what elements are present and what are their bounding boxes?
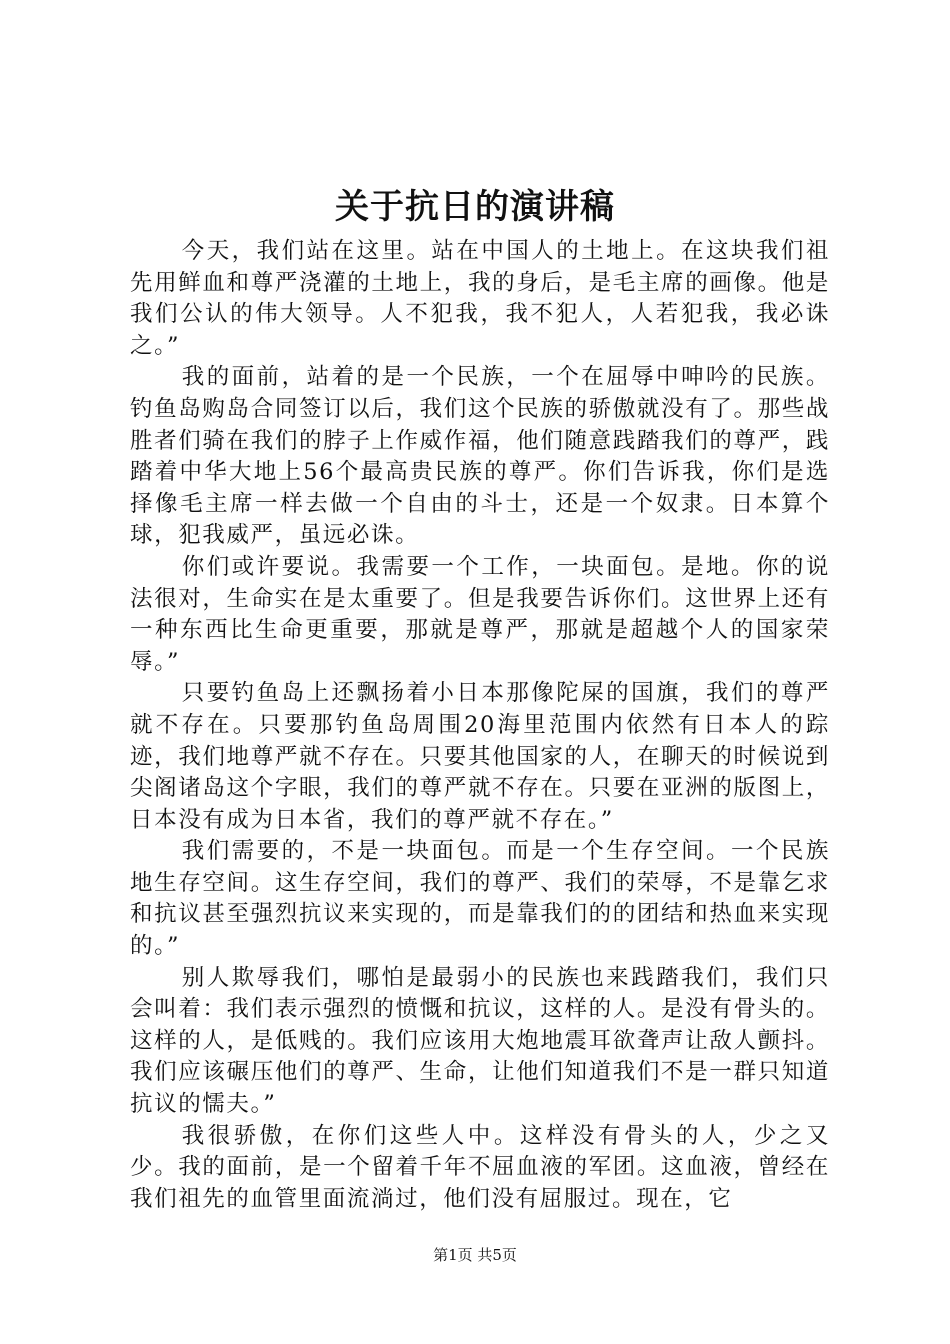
paragraph: 你们或许要说。我需要一个工作，一块面包。是地。你的说法很对，生命实在是太重要了。但是我要告诉你们。这世界上还有一种东西比生命更重要，那就是尊严，那就是超越个人的国家荣辱。” bbox=[130, 553, 830, 675]
paragraph: 别人欺辱我们，哪怕是最弱小的民族也来践踏我们，我们只会叫着：我们表示强烈的愤慨和抗议，这样的人。是没有骨头的。这样的人，是低贱的。我们应该用大炮地震耳欲聋声让敌人颤抖。我们应该碾压他们的尊严、生命，让他们知道我们不是一群只知道抗议的懦夫。” bbox=[130, 964, 830, 1118]
paragraph: 今天，我们站在这里。站在中国人的土地上。在这块我们祖先用鲜血和尊严浇灌的土地上，我的身后，是毛主席的画像。他是我们公认的伟大领导。人不犯我，我不犯人，人若犯我，我必诛之。” bbox=[130, 238, 830, 359]
page-title: 关于抗日的演讲稿 bbox=[335, 187, 615, 227]
paragraph: 只要钓鱼岛上还飘扬着小日本那像陀屎的国旗，我们的尊严就不存在。只要那钓鱼岛周围20海里范围内依然有日本人的踪迹，我们地尊严就不存在。只要其他国家的人，在聊天的时候说到尖阁诸岛这个字眼，我们的尊严就不存在。只要在亚洲的版图上，日本没有成为日本省，我们的尊严就不存在。” bbox=[130, 680, 830, 833]
document-body bbox=[130, 236, 830, 1215]
paragraph: 我很骄傲，在你们这些人中。这样没有骨头的人，少之又少。我的面前，是一个留着千年不屈血液的军团。这血液，曾经在我们祖先的血管里面流淌过，他们没有屈服过。现在，它 bbox=[130, 1122, 830, 1212]
paragraph: 我的面前，站着的是一个民族，一个在屈辱中呻吟的民族。钓鱼岛购岛合同签订以后，我们这个民族的骄傲就没有了。那些战胜者们骑在我们的脖子上作威作福，他们随意践踏我们的尊严，践踏着中华大地上56个最高贵民族的尊严。你们告诉我，你们是选择像毛主席一样去做一个自由的斗士，还是一个奴隶。日本算个球，犯我威严，虽远必诛。 bbox=[130, 364, 830, 549]
paragraph: 我们需要的，不是一块面包。而是一个生存空间。一个民族地生存空间。这生存空间，我们的尊严、我们的荣辱，不是靠乞求和抗议甚至强烈抗议来实现的，而是靠我们的的团结和热血来实现的。” bbox=[130, 838, 830, 960]
page-number-footer: 第1页 共5页 bbox=[433, 1246, 517, 1264]
